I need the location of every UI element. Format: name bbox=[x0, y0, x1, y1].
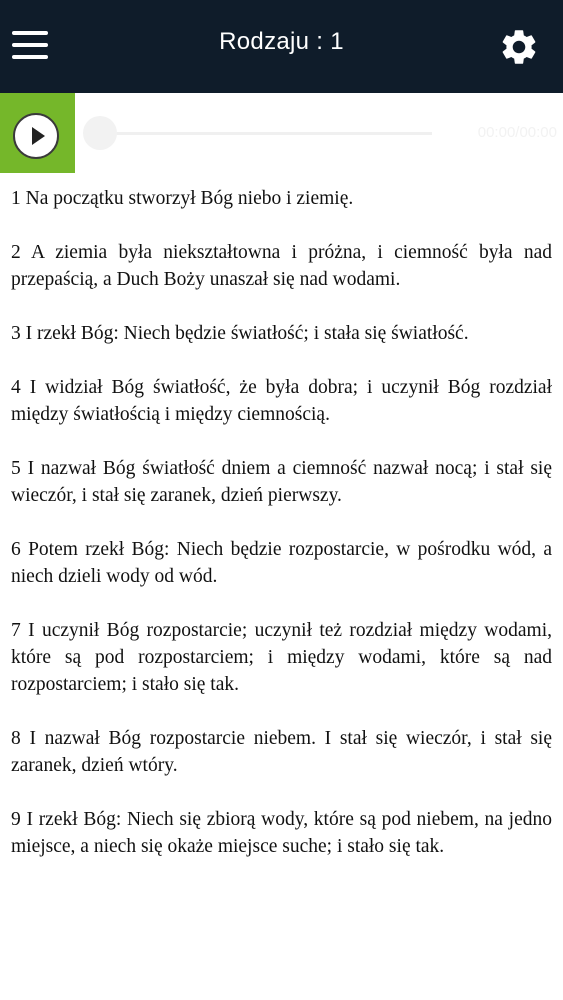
verse-text: 1 Na początku stworzył Bóg niebo i ziemię. bbox=[11, 188, 354, 209]
play-icon bbox=[13, 113, 59, 159]
play-triangle bbox=[32, 127, 45, 145]
verse-text: 2 A ziemia była niekształtowna i próżna, i ciemność była nad przepaścią, a Duch Boży unaszał się nad wodami. bbox=[11, 242, 552, 290]
play-button[interactable] bbox=[0, 93, 75, 173]
verse-text: 3 I rzekł Bóg: Niech będzie światłość; i stała się światłość. bbox=[11, 323, 469, 344]
top-app-bar bbox=[0, 0, 563, 93]
time-display: 00:00/00:00 bbox=[477, 124, 557, 141]
verse-list bbox=[0, 173, 563, 887]
page-title: Rodzaju : 1 bbox=[219, 28, 344, 55]
verse-text: 4 I widział Bóg światłość, że była dobra; i uczynił Bóg rozdział między światłością i między ciemnością. bbox=[11, 377, 552, 425]
verse-text: 7 I uczynił Bóg rozpostarcie; uczynił też rozdział między wodami, które są pod rozpostarciem; i między wodami, które są nad rozpostarciem; i stało się tak. bbox=[11, 620, 552, 695]
verse-text: 6 Potem rzekł Bóg: Niech będzie rozpostarcie, w pośrodku wód, a niech dzieli wody od wód. bbox=[11, 539, 552, 587]
seek-thumb[interactable] bbox=[83, 116, 117, 150]
seek-bar[interactable] bbox=[98, 132, 432, 135]
audio-player bbox=[0, 93, 563, 173]
gear-icon[interactable] bbox=[498, 26, 540, 68]
verse-text: 9 I rzekł Bóg: Niech się zbiorą wody, które są pod niebem, na jedno miejsce, a niech się okaże miejsce suche; i stało się tak. bbox=[11, 809, 552, 857]
verse-text: 8 I nazwał Bóg rozpostarcie niebem. I stał się wieczór, i stał się zaranek, dzień wtóry. bbox=[11, 728, 552, 776]
verse-text: 5 I nazwał Bóg światłość dniem a ciemność nazwał nocą; i stał się wieczór, i stał się zaranek, dzień pierwszy. bbox=[11, 458, 552, 506]
